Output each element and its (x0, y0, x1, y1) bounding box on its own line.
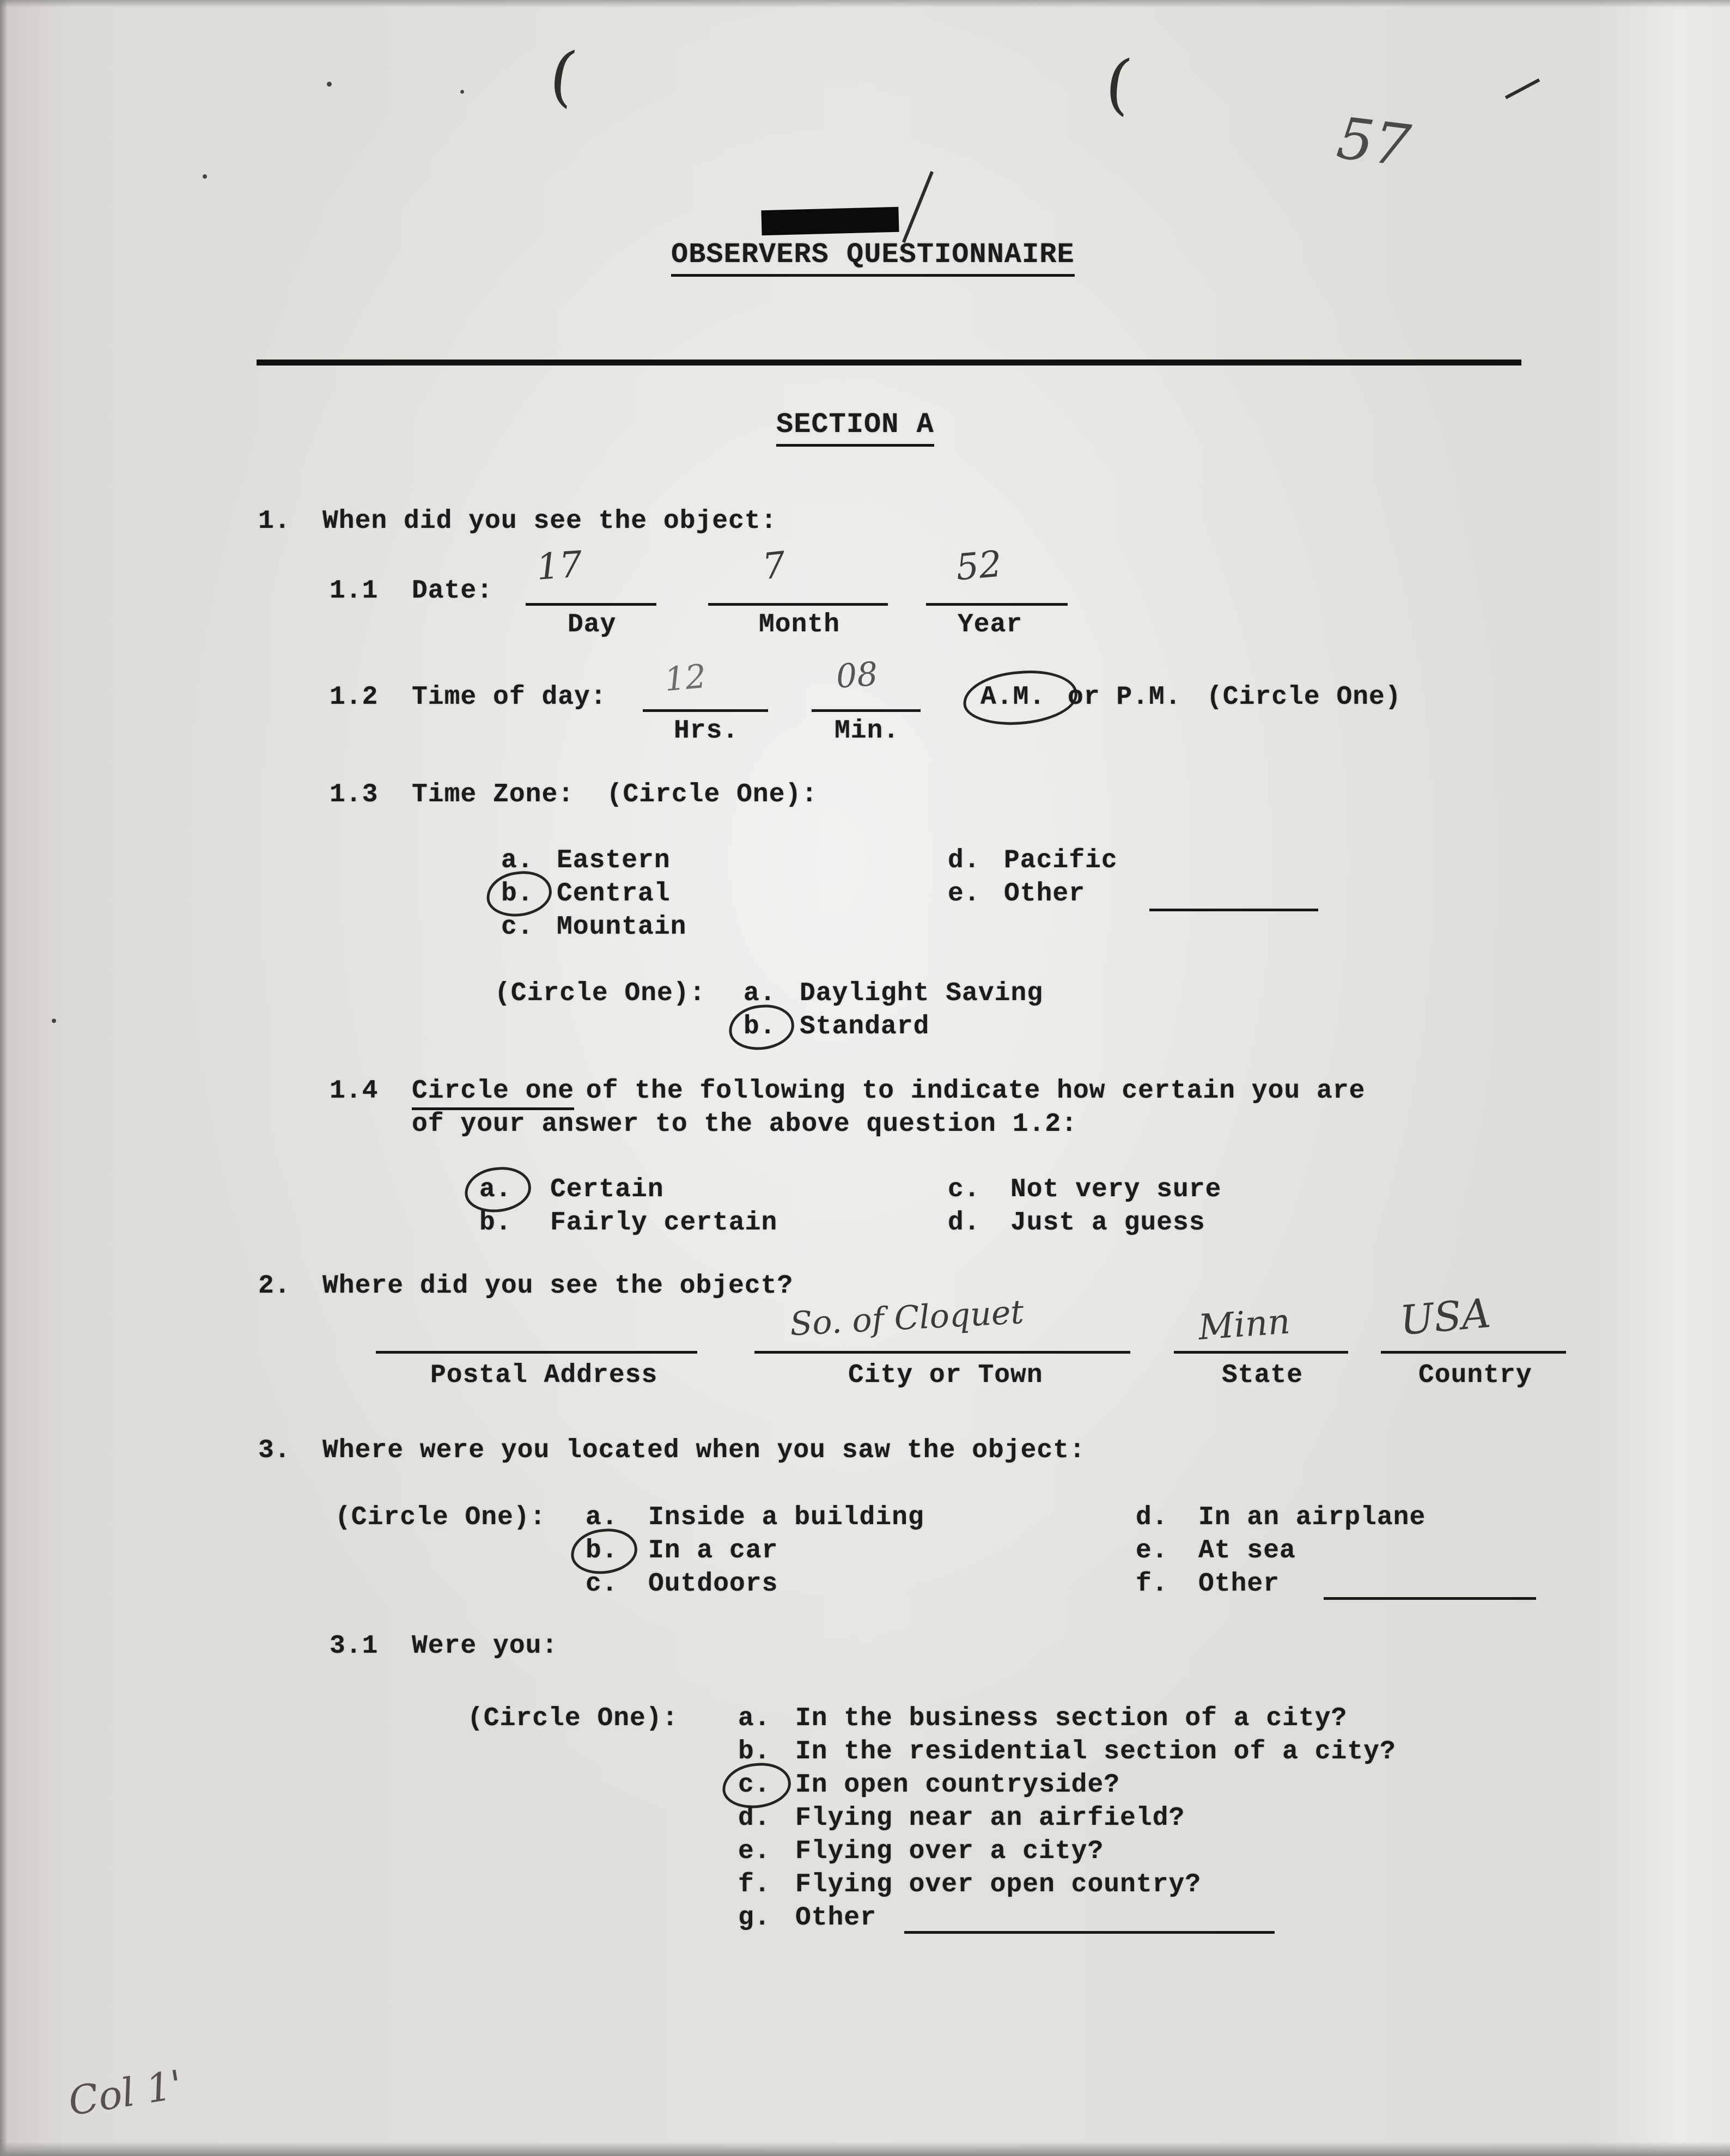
q1-2-number: 1.2 (330, 683, 379, 712)
q3-option-f-letter: f. (1136, 1569, 1168, 1599)
page-title: OBSERVERS QUESTIONNAIRE (671, 239, 1075, 277)
scan-edge-top (0, 0, 1730, 8)
time-circle-one-note: (Circle One) (1207, 683, 1402, 712)
q3-option-d-letter: d. (1136, 1503, 1168, 1532)
q1-3-label: Time Zone: (Circle One): (412, 780, 818, 809)
q2-state-value: Minn (1197, 1301, 1292, 1348)
certainty-option-a-letter: a. (479, 1175, 512, 1204)
state-line (1174, 1351, 1348, 1354)
certainty-a-circled-mark (463, 1165, 533, 1215)
date-day-label: Day (568, 610, 617, 640)
q2-number: 2. (258, 1271, 291, 1301)
certainty-option-d-letter: d. (948, 1208, 980, 1238)
q3-1-option-d-letter: d. (738, 1804, 771, 1833)
q3-circle-one-label: (Circle One): (335, 1503, 546, 1532)
date-year-value: 52 (954, 543, 1004, 589)
scan-edge-bottom (0, 2142, 1730, 2156)
tz-option-c-text: Mountain (557, 912, 687, 942)
q1-1-label: Date: (412, 576, 494, 606)
ink-speck (203, 174, 207, 179)
q1-4-text-line2: of your answer to the above question 1.2: (412, 1110, 1077, 1139)
tz-option-c-letter: c. (501, 912, 534, 942)
tz-option-b-text: Central (557, 879, 671, 909)
q2-city-value: So. of Cloquet (789, 1293, 1025, 1344)
q3-1-option-f-text: Flying over open country? (795, 1870, 1202, 1899)
q3-1-option-e-letter: e. (738, 1837, 771, 1866)
q3-other-line (1324, 1597, 1536, 1600)
q3-option-f-text: Other (1198, 1569, 1280, 1599)
date-year-label: Year (958, 610, 1023, 640)
redaction-bar (761, 207, 899, 236)
certainty-option-b-letter: b. (479, 1208, 512, 1238)
q2-country-value: USA (1398, 1289, 1493, 1345)
q1-4-number: 1.4 (330, 1076, 379, 1106)
q3-option-a-letter: a. (586, 1503, 618, 1532)
q3-1-option-g-text: Other (795, 1903, 877, 1933)
time-hrs-line (643, 709, 768, 712)
dst-option-a-text: Daylight Saving (800, 979, 1044, 1008)
dst-option-b-text: Standard (800, 1012, 930, 1042)
q3-1-option-b-letter: b. (738, 1737, 771, 1767)
q3-option-e-text: At sea (1198, 1536, 1296, 1566)
date-year-line (926, 603, 1068, 606)
time-orpm-text: or P.M. (1068, 683, 1181, 712)
q3-option-c-text: Outdoors (648, 1569, 778, 1599)
q1-2-label: Time of day: (412, 683, 607, 712)
q3-number: 3. (258, 1436, 291, 1465)
city-label: City or Town (848, 1361, 1043, 1390)
handwritten-margin-note: Col 1' (65, 2061, 186, 2124)
tz-option-a-letter: a. (501, 846, 534, 875)
q1-number: 1. (258, 507, 291, 536)
tz-option-d-text: Pacific (1004, 846, 1118, 875)
certainty-option-a-text: Certain (550, 1175, 664, 1204)
dst-circle-one-label: (Circle One): (495, 979, 706, 1008)
handwritten-slash-mark (902, 171, 934, 243)
date-month-value: 7 (760, 544, 788, 588)
q3-1-option-a-text: In the business section of a city? (795, 1704, 1348, 1733)
handwritten-page-number: 57 (1333, 105, 1414, 180)
q1-3-number: 1.3 (330, 780, 379, 809)
time-am-option: A.M. (980, 683, 1046, 712)
q3-option-c-letter: c. (586, 1569, 618, 1599)
time-hrs-label: Hrs. (674, 716, 739, 746)
q1-text: When did you see the object: (322, 507, 777, 536)
q3-1-number: 3.1 (330, 1631, 379, 1661)
country-line (1381, 1351, 1566, 1354)
q3-option-b-text: In a car (648, 1536, 778, 1566)
tz-option-a-text: Eastern (557, 846, 671, 875)
tz-other-line (1149, 909, 1318, 911)
q3-option-d-text: In an airplane (1198, 1503, 1426, 1532)
tz-b-circled-mark (484, 868, 554, 919)
section-heading: SECTION A (776, 409, 934, 447)
q1-4-text-rest: of the following to indicate how certain you are (570, 1076, 1366, 1106)
date-month-label: Month (759, 610, 840, 640)
tz-option-d-letter: d. (948, 846, 980, 875)
postal-address-line (376, 1351, 697, 1354)
country-label: Country (1418, 1361, 1532, 1390)
q3-1-text: Were you: (412, 1631, 558, 1661)
time-min-value: 08 (834, 655, 879, 696)
q3-1-option-g-letter: g. (738, 1903, 771, 1933)
q3-option-b-letter: b. (586, 1536, 618, 1566)
handwritten-paren-mark: ( (545, 36, 581, 115)
tz-option-e-text: Other (1004, 879, 1086, 909)
q2-text: Where did you see the object? (322, 1271, 794, 1301)
q3-text: Where were you located when you saw the object: (322, 1436, 1086, 1465)
q3-option-a-text: Inside a building (648, 1503, 924, 1532)
q3-1-option-b-text: In the residential section of a city? (795, 1737, 1396, 1767)
q3-1-other-line (904, 1931, 1275, 1934)
time-hrs-value: 12 (663, 657, 708, 699)
separator-rule (257, 360, 1521, 366)
dst-option-b-letter: b. (744, 1012, 776, 1042)
q3-1-circle-one-label: (Circle One): (467, 1704, 679, 1733)
q1-4-text-underlined: Circle one (412, 1076, 574, 1110)
am-circled-mark (961, 667, 1079, 728)
q3-1-option-e-text: Flying over a city? (795, 1837, 1104, 1866)
certainty-option-d-text: Just a guess (1010, 1208, 1205, 1238)
dst-option-a-letter: a. (744, 979, 776, 1008)
tz-option-e-letter: e. (948, 879, 980, 909)
time-min-label: Min. (834, 716, 900, 746)
tz-option-b-letter: b. (501, 879, 534, 909)
q1-1-number: 1.1 (330, 576, 379, 606)
date-day-line (526, 603, 656, 606)
q3-1-option-f-letter: f. (738, 1870, 771, 1899)
q3-1-option-a-letter: a. (738, 1704, 771, 1733)
postal-address-label: Postal Address (430, 1361, 658, 1390)
handwritten-paren-mark: ( (1101, 45, 1135, 124)
city-line (754, 1351, 1130, 1354)
q3-1-option-c-text: In open countryside? (795, 1770, 1120, 1800)
date-day-value: 17 (535, 543, 584, 588)
handwritten-tick-mark (1505, 78, 1540, 99)
ink-speck (52, 1019, 56, 1023)
certainty-option-c-text: Not very sure (1010, 1175, 1222, 1204)
q3-1-option-d-text: Flying near an airfield? (795, 1804, 1185, 1833)
q3-option-e-letter: e. (1136, 1536, 1168, 1566)
time-min-line (812, 709, 921, 712)
certainty-option-c-letter: c. (948, 1175, 980, 1204)
q3-1-option-c-letter: c. (738, 1770, 771, 1800)
ink-speck (460, 90, 464, 94)
dst-b-circled-mark (727, 1002, 796, 1052)
ink-speck (327, 82, 332, 87)
scan-edge-left (0, 0, 8, 2156)
certainty-option-b-text: Fairly certain (550, 1208, 778, 1238)
state-label: State (1222, 1361, 1303, 1390)
date-month-line (708, 603, 888, 606)
